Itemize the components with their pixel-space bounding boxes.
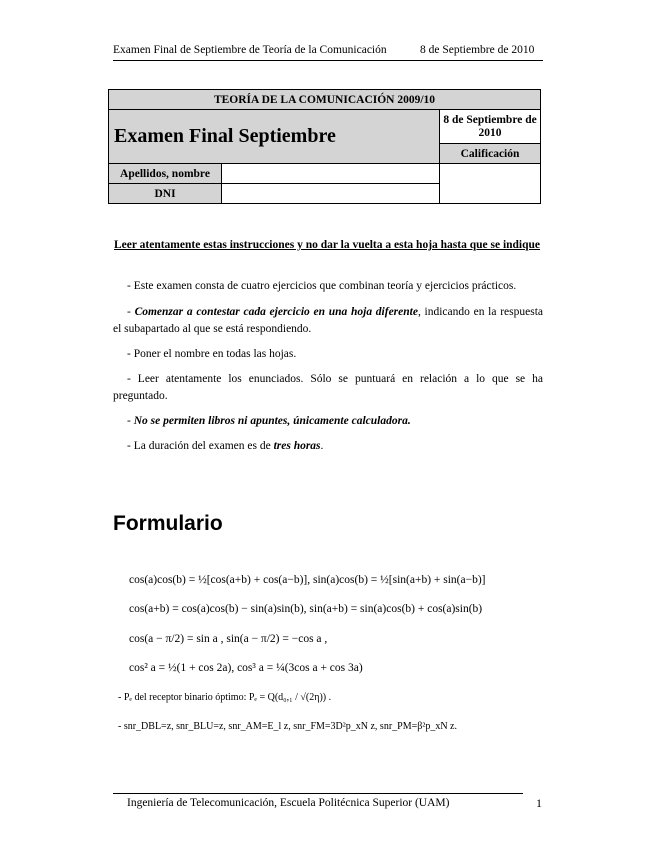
page-number: 1 (536, 796, 542, 810)
id-field[interactable] (222, 184, 440, 204)
exam-cover-table (108, 89, 541, 204)
instruction-item: - No se permiten libros ni apuntes, únicamente calculadora. (127, 415, 411, 427)
instructions-title: Leer atentamente estas instrucciones y no dar la vuelta a esta hoja hasta que se indique (114, 239, 541, 251)
grade-label: Calificación (440, 144, 541, 164)
name-field[interactable] (222, 164, 440, 184)
instruction-item: - La duración del examen es de tres horas. (127, 440, 324, 452)
formula-line: cos(a)cos(b) = ½[cos(a+b) + cos(a−b)], sin(a)cos(b) = ½[sin(a+b) + sin(a−b)] (129, 574, 486, 586)
header-rule (113, 60, 543, 61)
formula-line: - Pₑ del receptor binario óptimo: Pₑ = Q(d₀,₁ / √(2η)) . (118, 692, 332, 703)
instruction-item: - Leer atentamente los enunciados. Sólo se puntuará en relación a lo que se ha preguntado. (113, 373, 543, 402)
id-label: DNI (109, 184, 222, 204)
instruction-item: - Poner el nombre en todas las hojas. (127, 348, 297, 360)
exam-date: 8 de Septiembre de 2010 (440, 110, 541, 144)
formula-line: cos(a − π/2) = sin a , sin(a − π/2) = −cos a , (129, 633, 328, 645)
exam-title: Examen Final Septiembre (109, 110, 440, 164)
footer-rule (113, 793, 523, 794)
footer-text: Ingeniería de Telecomunicación, Escuela Politécnica Superior (UAM) (127, 797, 450, 809)
grade-field (440, 164, 541, 204)
formula-line: cos(a+b) = cos(a)cos(b) − sin(a)sin(b), sin(a+b) = sin(a)cos(b) + cos(a)sin(b) (129, 603, 483, 615)
name-label: Apellidos, nombre (109, 164, 222, 184)
formulario-heading: Formulario (113, 512, 223, 535)
formula-line: cos² a = ½(1 + cos 2a), cos³ a = ¼(3cos a + cos 3a) (129, 662, 363, 674)
course-title: TEORÍA DE LA COMUNICACIÓN 2009/10 (109, 90, 541, 110)
instruction-item: - Comenzar a contestar cada ejercicio en una hoja diferente, indicando en la respuesta el subapartado al que se está respondiendo. (113, 306, 543, 335)
header-date: 8 de Septiembre de 2010 (420, 44, 535, 56)
header-title: Examen Final de Septiembre de Teoría de la Comunicación (113, 44, 387, 56)
instruction-item: - Este examen consta de cuatro ejercicios que combinan teoría y ejercicios prácticos. (127, 280, 517, 292)
formula-line: - snr_DBL=z, snr_BLU=z, snr_AM=E_l z, snr_FM=3D²p_xN z, snr_PM=β²p_xN z. (118, 721, 457, 732)
